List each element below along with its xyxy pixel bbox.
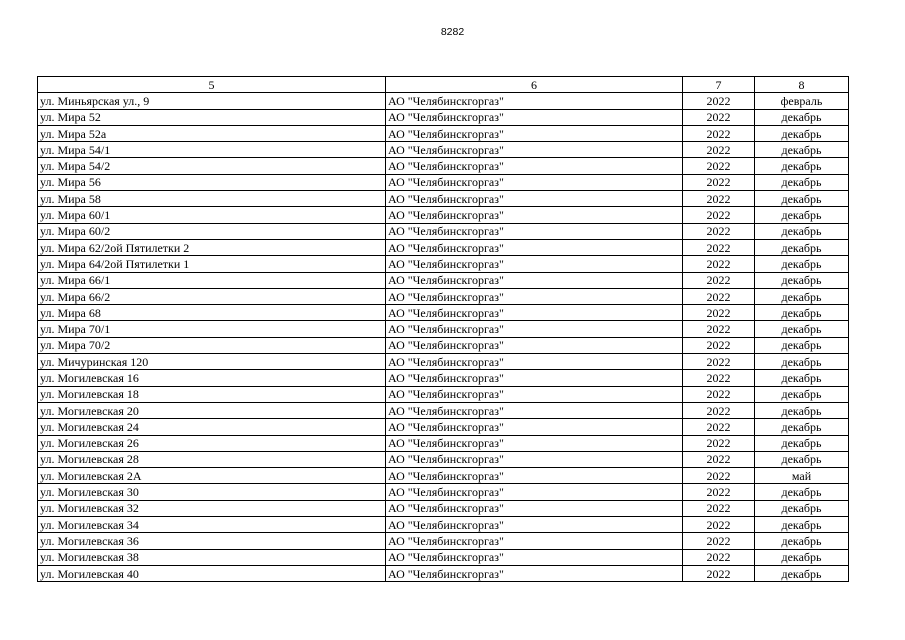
organization-cell: АО "Челябинскгоргаз"	[386, 419, 683, 435]
header-cell-column-5: 5	[38, 77, 386, 93]
address-cell: ул. Могилевская 24	[38, 419, 386, 435]
table-row	[38, 419, 849, 435]
schedule-table	[37, 76, 849, 582]
year-cell: 2022	[683, 174, 755, 190]
table-row	[38, 223, 849, 239]
table-row	[38, 125, 849, 141]
month-cell: май	[755, 468, 849, 484]
organization-cell: АО "Челябинскгоргаз"	[386, 533, 683, 549]
organization-cell: АО "Челябинскгоргаз"	[386, 402, 683, 418]
address-cell: ул. Мира 54/1	[38, 142, 386, 158]
year-cell: 2022	[683, 288, 755, 304]
organization-cell: АО "Челябинскгоргаз"	[386, 386, 683, 402]
month-cell: декабрь	[755, 191, 849, 207]
address-cell: ул. Могилевская 26	[38, 435, 386, 451]
year-cell: 2022	[683, 256, 755, 272]
year-cell: 2022	[683, 517, 755, 533]
table-row	[38, 272, 849, 288]
address-cell: ул. Мира 52а	[38, 125, 386, 141]
year-cell: 2022	[683, 468, 755, 484]
organization-cell: АО "Челябинскгоргаз"	[386, 468, 683, 484]
year-cell: 2022	[683, 239, 755, 255]
address-cell: ул. Мира 52	[38, 109, 386, 125]
address-cell: ул. Миньярская ул., 9	[38, 93, 386, 109]
table-row	[38, 468, 849, 484]
address-cell: ул. Мичуринская 120	[38, 354, 386, 370]
table-row	[38, 109, 849, 125]
year-cell: 2022	[683, 402, 755, 418]
year-cell: 2022	[683, 272, 755, 288]
organization-cell: АО "Челябинскгоргаз"	[386, 370, 683, 386]
organization-cell: АО "Челябинскгоргаз"	[386, 207, 683, 223]
address-cell: ул. Мира 54/2	[38, 158, 386, 174]
table-row	[38, 337, 849, 353]
address-cell: ул. Мира 64/2ой Пятилетки 1	[38, 256, 386, 272]
month-cell: декабрь	[755, 500, 849, 516]
month-cell: декабрь	[755, 207, 849, 223]
year-cell: 2022	[683, 565, 755, 581]
year-cell: 2022	[683, 549, 755, 565]
year-cell: 2022	[683, 223, 755, 239]
month-cell: февраль	[755, 93, 849, 109]
organization-cell: АО "Челябинскгоргаз"	[386, 158, 683, 174]
table-row	[38, 484, 849, 500]
organization-cell: АО "Челябинскгоргаз"	[386, 337, 683, 353]
month-cell: декабрь	[755, 402, 849, 418]
year-cell: 2022	[683, 484, 755, 500]
address-cell: ул. Могилевская 30	[38, 484, 386, 500]
address-cell: ул. Могилевская 28	[38, 451, 386, 467]
table-row	[38, 517, 849, 533]
table-row	[38, 435, 849, 451]
organization-cell: АО "Челябинскгоргаз"	[386, 191, 683, 207]
table-row	[38, 321, 849, 337]
organization-cell: АО "Челябинскгоргаз"	[386, 272, 683, 288]
address-cell: ул. Могилевская 20	[38, 402, 386, 418]
organization-cell: АО "Челябинскгоргаз"	[386, 565, 683, 581]
address-cell: ул. Мира 56	[38, 174, 386, 190]
table-row	[38, 207, 849, 223]
address-cell: ул. Мира 70/2	[38, 337, 386, 353]
month-cell: декабрь	[755, 435, 849, 451]
year-cell: 2022	[683, 451, 755, 467]
year-cell: 2022	[683, 305, 755, 321]
table-row	[38, 174, 849, 190]
table-row	[38, 93, 849, 109]
table-row	[38, 402, 849, 418]
year-cell: 2022	[683, 533, 755, 549]
address-cell: ул. Мира 60/1	[38, 207, 386, 223]
month-cell: декабрь	[755, 174, 849, 190]
organization-cell: АО "Челябинскгоргаз"	[386, 500, 683, 516]
organization-cell: АО "Челябинскгоргаз"	[386, 93, 683, 109]
header-row	[38, 77, 849, 93]
year-cell: 2022	[683, 321, 755, 337]
year-cell: 2022	[683, 207, 755, 223]
address-cell: ул. Мира 58	[38, 191, 386, 207]
table-row	[38, 288, 849, 304]
year-cell: 2022	[683, 435, 755, 451]
year-cell: 2022	[683, 500, 755, 516]
organization-cell: АО "Челябинскгоргаз"	[386, 484, 683, 500]
year-cell: 2022	[683, 142, 755, 158]
year-cell: 2022	[683, 109, 755, 125]
organization-cell: АО "Челябинскгоргаз"	[386, 435, 683, 451]
year-cell: 2022	[683, 419, 755, 435]
table-row	[38, 500, 849, 516]
address-cell: ул. Могилевская 40	[38, 565, 386, 581]
table-row	[38, 565, 849, 581]
month-cell: декабрь	[755, 354, 849, 370]
year-cell: 2022	[683, 370, 755, 386]
table-row	[38, 533, 849, 549]
address-cell: ул. Мира 60/2	[38, 223, 386, 239]
organization-cell: АО "Челябинскгоргаз"	[386, 239, 683, 255]
month-cell: декабрь	[755, 337, 849, 353]
address-cell: ул. Могилевская 36	[38, 533, 386, 549]
table-row	[38, 142, 849, 158]
month-cell: декабрь	[755, 549, 849, 565]
month-cell: декабрь	[755, 451, 849, 467]
month-cell: декабрь	[755, 321, 849, 337]
address-cell: ул. Мира 66/1	[38, 272, 386, 288]
address-cell: ул. Мира 70/1	[38, 321, 386, 337]
month-cell: декабрь	[755, 158, 849, 174]
address-cell: ул. Могилевская 32	[38, 500, 386, 516]
year-cell: 2022	[683, 354, 755, 370]
organization-cell: АО "Челябинскгоргаз"	[386, 354, 683, 370]
table-row	[38, 239, 849, 255]
table-row	[38, 451, 849, 467]
month-cell: декабрь	[755, 142, 849, 158]
address-cell: ул. Могилевская 16	[38, 370, 386, 386]
month-cell: декабрь	[755, 223, 849, 239]
organization-cell: АО "Челябинскгоргаз"	[386, 109, 683, 125]
year-cell: 2022	[683, 158, 755, 174]
table-row	[38, 191, 849, 207]
year-cell: 2022	[683, 386, 755, 402]
address-cell: ул. Мира 68	[38, 305, 386, 321]
table-row	[38, 158, 849, 174]
year-cell: 2022	[683, 93, 755, 109]
month-cell: декабрь	[755, 305, 849, 321]
month-cell: декабрь	[755, 565, 849, 581]
month-cell: декабрь	[755, 370, 849, 386]
organization-cell: АО "Челябинскгоргаз"	[386, 125, 683, 141]
organization-cell: АО "Челябинскгоргаз"	[386, 142, 683, 158]
table-row	[38, 370, 849, 386]
month-cell: декабрь	[755, 419, 849, 435]
header-cell-column-8: 8	[755, 77, 849, 93]
organization-cell: АО "Челябинскгоргаз"	[386, 451, 683, 467]
address-cell: ул. Могилевская 2А	[38, 468, 386, 484]
organization-cell: АО "Челябинскгоргаз"	[386, 305, 683, 321]
organization-cell: АО "Челябинскгоргаз"	[386, 288, 683, 304]
year-cell: 2022	[683, 191, 755, 207]
organization-cell: АО "Челябинскгоргаз"	[386, 321, 683, 337]
address-cell: ул. Мира 66/2	[38, 288, 386, 304]
organization-cell: АО "Челябинскгоргаз"	[386, 174, 683, 190]
table-body	[38, 93, 849, 582]
organization-cell: АО "Челябинскгоргаз"	[386, 517, 683, 533]
month-cell: декабрь	[755, 256, 849, 272]
month-cell: декабрь	[755, 272, 849, 288]
header-cell-column-6: 6	[386, 77, 683, 93]
month-cell: декабрь	[755, 517, 849, 533]
month-cell: декабрь	[755, 386, 849, 402]
table-row	[38, 305, 849, 321]
month-cell: декабрь	[755, 533, 849, 549]
month-cell: декабрь	[755, 125, 849, 141]
table-header	[38, 77, 849, 93]
table-row	[38, 549, 849, 565]
organization-cell: АО "Челябинскгоргаз"	[386, 549, 683, 565]
page-number: 8282	[440, 26, 465, 38]
header-cell-column-7: 7	[683, 77, 755, 93]
address-cell: ул. Могилевская 38	[38, 549, 386, 565]
address-cell: ул. Могилевская 18	[38, 386, 386, 402]
address-cell: ул. Мира 62/2ой Пятилетки 2	[38, 239, 386, 255]
year-cell: 2022	[683, 125, 755, 141]
table-row	[38, 386, 849, 402]
month-cell: декабрь	[755, 239, 849, 255]
month-cell: декабрь	[755, 288, 849, 304]
table-row	[38, 256, 849, 272]
month-cell: декабрь	[755, 484, 849, 500]
address-cell: ул. Могилевская 34	[38, 517, 386, 533]
organization-cell: АО "Челябинскгоргаз"	[386, 256, 683, 272]
table-row	[38, 354, 849, 370]
month-cell: декабрь	[755, 109, 849, 125]
organization-cell: АО "Челябинскгоргаз"	[386, 223, 683, 239]
year-cell: 2022	[683, 337, 755, 353]
